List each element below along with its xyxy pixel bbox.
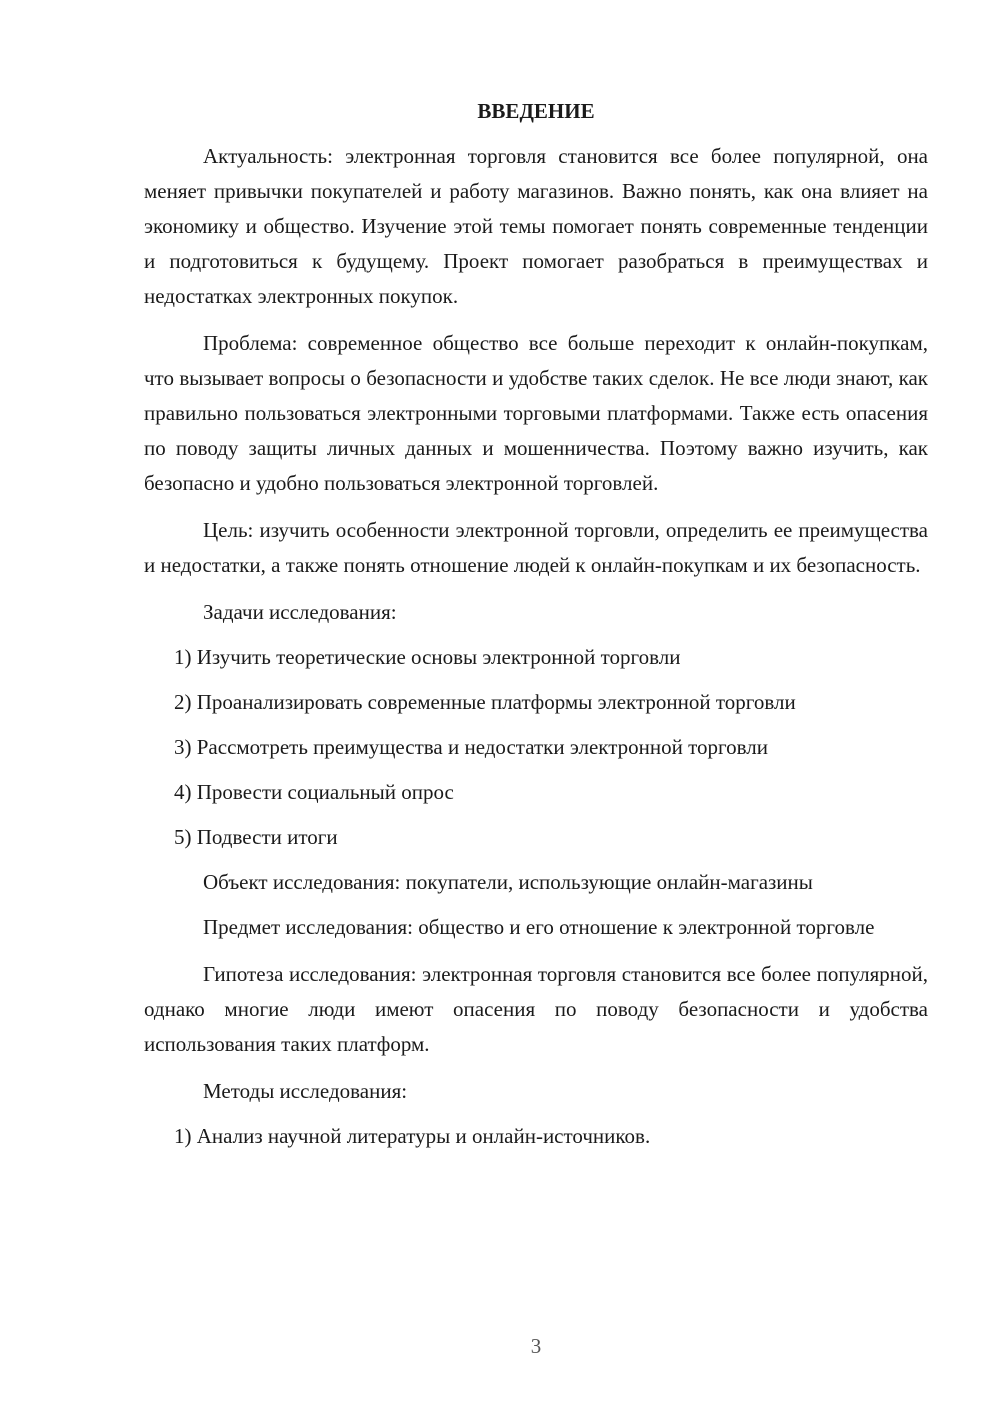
methods-list bbox=[144, 1119, 928, 1154]
object-line: Объект исследования: покупатели, использующие онлайн-магазины bbox=[203, 870, 813, 894]
method-item: 1) Анализ научной литературы и онлайн-источников. bbox=[174, 1124, 651, 1148]
tasks-heading: Задачи исследования: bbox=[203, 600, 397, 624]
problem-paragraph: Проблема: современное общество все больше переходит к онлайн-покупкам, что вызывает вопросы о безопасности и удобстве таких сделок. Не все люди знают, как правильно пользоваться электронными торговыми платформами. Также есть опасения по поводу защиты личных данных и мошенничества. Поэтому важно изучить, как безопасно и удобно пользоваться электронной торговлей. bbox=[144, 331, 928, 495]
methods-heading: Методы исследования: bbox=[203, 1079, 408, 1103]
section-title: ВВЕДЕНИЕ bbox=[477, 99, 595, 123]
page-number: 3 bbox=[530, 1334, 542, 1358]
task-item: 4) Провести социальный опрос bbox=[174, 780, 454, 804]
subject-paragraph: Предмет исследования: общество и его отношение к электронной торговле bbox=[203, 915, 875, 939]
task-item: 5) Подвести итоги bbox=[174, 825, 338, 849]
relevance-paragraph: Актуальность: электронная торговля становится все более популярной, она меняет привычки покупателей и работу магазинов. Важно понять, как она влияет на экономику и общество. Изучение этой темы помогает понять современные тенденции и подготовиться к будущему. Проект помогает разобраться в преимуществах и недостатках электронных покупок. bbox=[144, 144, 928, 308]
task-item: 1) Изучить теоретические основы электронной торговли bbox=[174, 645, 681, 669]
goal-paragraph: Цель: изучить особенности электронной торговли, определить ее преимущества и недостатки, а также понять отношение людей к онлайн-покупкам и их безопасность. bbox=[144, 518, 928, 577]
task-item: 3) Рассмотреть преимущества и недостатки электронной торговли bbox=[174, 735, 768, 759]
document-page bbox=[144, 96, 928, 1164]
task-item: 2) Проанализировать современные платформы электронной торговли bbox=[174, 690, 796, 714]
tasks-list bbox=[144, 640, 928, 855]
hypothesis-paragraph: Гипотеза исследования: электронная торговля становится все более популярной, однако многие люди имеют опасения по поводу безопасности и удобства использования таких платформ. bbox=[144, 962, 928, 1056]
